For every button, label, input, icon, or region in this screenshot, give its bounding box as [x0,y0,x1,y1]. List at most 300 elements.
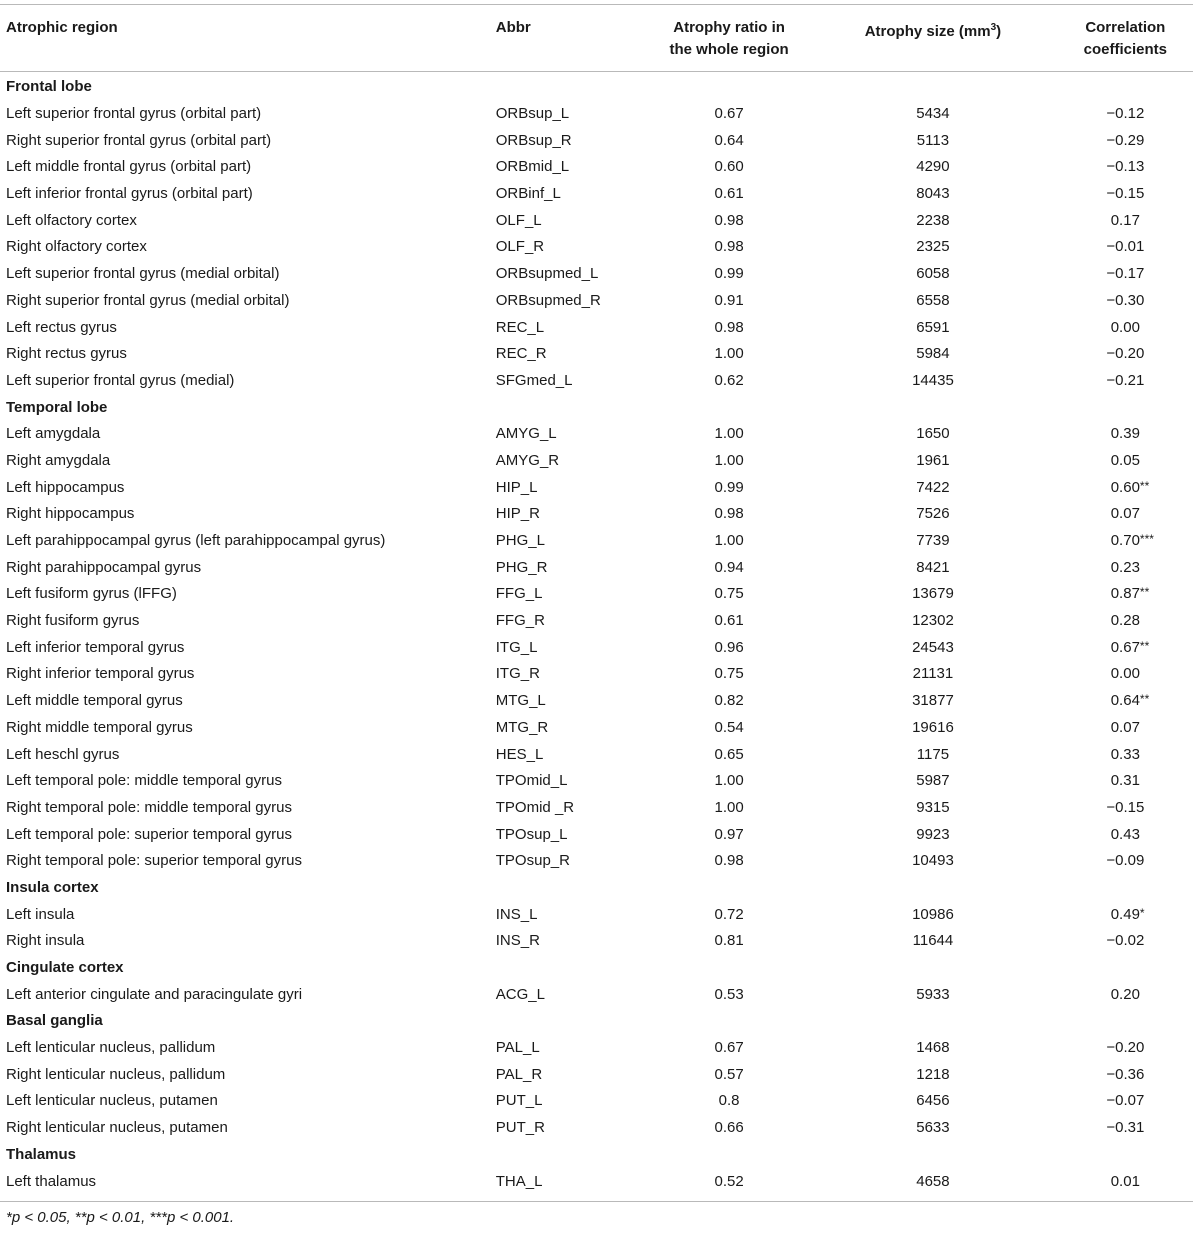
table-row [0,288,1193,315]
size-cell: 1218 [916,1065,950,1083]
table-row [0,474,1193,501]
region-cell: Left middle temporal gyrus [6,692,183,710]
correlation-value: 0.49 [1110,905,1140,923]
region-cell: Left inferior temporal gyrus [6,638,185,656]
table-row [0,821,1193,848]
ratio-cell: 0.75 [714,585,744,603]
size-cell: 6058 [916,265,950,283]
abbr-cell: TPOmid_L [495,772,568,790]
ratio-cell: 0.65 [714,745,744,763]
correlation-value: −0.15 [1106,185,1145,203]
abbr-cell: INS_L [495,905,538,923]
region-cell: Left temporal pole: superior temporal gyrus [6,825,292,843]
table-row [0,581,1193,608]
correlation-value: 0.01 [1110,1172,1140,1190]
ratio-cell: 0.91 [714,291,744,309]
ratio-cell: 0.81 [714,932,744,950]
correlation-wrap [1111,985,1140,1005]
correlation-wrap [1111,318,1140,338]
correlation-value: 0.39 [1110,425,1140,443]
region-cell: Left parahippocampal gyrus (left parahippocampal gyrus) [6,532,386,550]
correlation-wrap [1106,104,1144,124]
abbr-cell: OLF_L [495,211,542,229]
correlation-value: −0.01 [1106,238,1145,256]
size-cell: 5113 [916,131,950,149]
table-row [0,368,1193,395]
correlation-wrap [1106,1091,1144,1111]
size-cell: 9923 [916,825,950,843]
abbr-cell: HES_L [495,745,544,763]
significance-stars: ** [1139,638,1150,653]
header-correlation-line2: coefficients [1083,41,1167,58]
region-cell: Right middle temporal gyrus [6,718,193,736]
correlation-value: −0.09 [1106,852,1145,870]
header-row [0,5,1193,72]
table-row [0,1061,1193,1088]
correlation-cell [1058,501,1193,528]
correlation-wrap [1111,424,1140,444]
correlation-wrap [1106,291,1144,311]
correlation-value: 0.31 [1110,772,1140,790]
region-cell: Left insula [6,905,75,923]
ratio-cell: 0.57 [714,1065,744,1083]
correlation-cell [1058,528,1193,555]
correlation-wrap [1106,157,1144,177]
correlation-value: 0.17 [1110,211,1140,229]
ratio-cell: 1.00 [714,451,744,469]
size-cell: 1468 [916,1039,950,1057]
correlation-value: 0.20 [1110,985,1140,1003]
significance-stars: ** [1139,478,1150,493]
ratio-cell: 1.00 [714,345,744,363]
abbr-cell: PHG_L [495,532,545,550]
correlation-cell [1058,314,1193,341]
correlation-wrap [1111,745,1140,765]
correlation-cell [1058,448,1193,475]
size-cell: 5984 [916,345,950,363]
bottom-rule [0,1201,1193,1202]
header-atrophy-size-end: ) [996,23,1002,40]
ratio-cell: 0.97 [714,825,744,843]
correlation-value: −0.17 [1106,265,1145,283]
table-row [0,1168,1193,1195]
correlation-value: 0.70 [1110,532,1140,550]
table-row [0,528,1193,555]
footnote: *p < 0.05, **p < 0.01, ***p < 0.001. [6,1209,235,1226]
table-row [0,741,1193,768]
size-cell: 7739 [916,532,950,550]
correlation-wrap [1111,664,1140,684]
abbr-cell: MTG_R [495,718,549,736]
ratio-cell: 0.98 [714,505,744,523]
correlation-value: 0.33 [1110,745,1140,763]
region-cell: Right fusiform gyrus [6,612,140,630]
size-cell: 6558 [916,291,950,309]
correlation-value: −0.20 [1106,345,1145,363]
correlation-wrap [1111,211,1140,231]
ratio-cell: 0.99 [714,265,744,283]
ratio-cell: 0.66 [714,1119,744,1137]
correlation-wrap [1111,504,1140,524]
header-atrophy-ratio-line2: the whole region [669,41,789,58]
correlation-cell [1058,181,1193,208]
section-row [0,72,1193,101]
table-body [0,72,1193,1195]
correlation-wrap [1106,931,1144,951]
correlation-cell [1058,368,1193,395]
correlation-cell [1058,127,1193,154]
table-row [0,928,1193,955]
table-row [0,795,1193,822]
correlation-wrap [1106,851,1144,871]
correlation-cell [1058,795,1193,822]
header-atrophy-ratio [650,5,808,72]
correlation-cell [1058,688,1193,715]
ratio-cell: 0.61 [714,185,744,203]
abbr-cell: PUT_L [495,1092,543,1110]
correlation-cell [1058,715,1193,742]
abbr-cell: PHG_R [495,558,548,576]
correlation-wrap [1110,638,1150,658]
ratio-cell: 0.98 [714,211,744,229]
region-cell: Right temporal pole: superior temporal gyrus [6,852,302,870]
ratio-cell: 1.00 [714,772,744,790]
correlation-cell [1058,474,1193,501]
correlation-value: 0.28 [1110,612,1140,630]
correlation-value: 0.67 [1110,638,1140,656]
abbr-cell: ACG_L [495,985,545,1003]
table-row [0,554,1193,581]
region-cell: Right lenticular nucleus, pallidum [6,1065,226,1083]
table-row [0,901,1193,928]
abbr-cell: OLF_R [495,238,545,256]
table-row [0,181,1193,208]
size-cell: 2325 [916,238,950,256]
correlation-value: −0.12 [1106,105,1145,123]
region-cell: Left superior frontal gyrus (medial orbital) [6,265,280,283]
significance-stars: *** [1139,532,1154,547]
region-cell: Left olfactory cortex [6,211,137,229]
size-cell: 6456 [916,1092,950,1110]
abbr-cell: SFGmed_L [495,371,573,389]
ratio-cell: 0.8 [718,1092,740,1110]
section-title: Basal ganglia [6,1012,103,1030]
correlation-value: −0.31 [1106,1119,1145,1137]
size-cell: 14435 [912,371,954,389]
correlation-value: 0.07 [1110,505,1140,523]
correlation-cell [1058,981,1193,1008]
region-cell: Right inferior temporal gyrus [6,665,195,683]
region-cell: Left heschl gyrus [6,745,120,763]
correlation-cell [1058,634,1193,661]
region-cell: Right parahippocampal gyrus [6,558,202,576]
region-cell: Left lenticular nucleus, putamen [6,1092,218,1110]
ratio-cell: 0.64 [714,131,744,149]
region-cell: Left middle frontal gyrus (orbital part) [6,158,252,176]
region-cell: Left amygdala [6,425,101,443]
abbr-cell: REC_L [495,318,545,336]
region-cell: Left superior frontal gyrus (orbital part) [6,105,262,123]
correlation-wrap [1106,344,1144,364]
correlation-wrap [1106,1118,1144,1138]
header-atrophy-ratio-line1: Atrophy ratio in [673,19,785,36]
size-cell: 7526 [916,505,950,523]
correlation-wrap [1110,478,1150,498]
size-cell: 6591 [916,318,950,336]
correlation-cell [1058,821,1193,848]
correlation-wrap [1106,264,1144,284]
correlation-wrap [1111,718,1140,738]
correlation-value: −0.20 [1106,1039,1145,1057]
correlation-wrap [1110,584,1150,604]
correlation-wrap [1111,611,1140,631]
correlation-cell [1058,1035,1193,1062]
ratio-cell: 0.53 [714,985,744,1003]
table-row [0,1115,1193,1142]
size-cell: 5933 [916,985,950,1003]
correlation-value: −0.30 [1106,291,1145,309]
table-row [0,768,1193,795]
correlation-wrap [1110,691,1150,711]
header-correlation [1058,5,1193,72]
correlation-value: −0.15 [1106,798,1145,816]
size-cell: 13679 [912,585,954,603]
table-row [0,261,1193,288]
header-atrophic-region: Atrophic region [0,5,490,72]
table-row [0,1088,1193,1115]
correlation-cell [1058,554,1193,581]
abbr-cell: HIP_L [495,478,538,496]
ratio-cell: 0.82 [714,692,744,710]
table-row [0,314,1193,341]
size-cell: 10986 [912,905,954,923]
abbr-cell: TPOsup_L [495,825,568,843]
correlation-wrap [1106,237,1144,257]
ratio-cell: 0.52 [714,1172,744,1190]
size-cell: 7422 [916,478,950,496]
correlation-cell [1058,101,1193,128]
ratio-cell: 0.54 [714,718,744,736]
header-atrophy-size-sup: 3 [990,22,997,33]
ratio-cell: 1.00 [714,798,744,816]
significance-stars: * [1139,905,1145,920]
correlation-value: 0.23 [1110,558,1140,576]
abbr-cell: ORBsupmed_R [495,291,601,309]
table-row [0,715,1193,742]
size-cell: 4290 [916,158,950,176]
abbr-cell: ORBsup_R [495,131,572,149]
correlation-value: 0.05 [1110,451,1140,469]
region-cell: Left superior frontal gyrus (medial) [6,371,235,389]
section-title: Frontal lobe [6,78,92,96]
abbr-cell: PAL_R [495,1065,543,1083]
ratio-cell: 0.94 [714,558,744,576]
correlation-value: −0.29 [1106,131,1145,149]
region-cell: Left thalamus [6,1172,97,1190]
abbr-cell: TPOmid _R [495,798,575,816]
table-row [0,634,1193,661]
header-correlation-line1: Correlation [1085,19,1166,36]
correlation-cell [1058,1061,1193,1088]
correlation-value: 0.87 [1110,585,1140,603]
correlation-cell [1058,234,1193,261]
correlation-wrap [1106,371,1144,391]
table-header [0,5,1193,72]
correlation-cell [1058,288,1193,315]
size-cell: 11644 [912,932,954,950]
ratio-cell: 0.60 [714,158,744,176]
correlation-cell [1058,608,1193,635]
abbr-cell: AMYG_L [495,425,557,443]
correlation-wrap [1106,1065,1144,1085]
size-cell: 5633 [916,1119,950,1137]
table-row [0,688,1193,715]
correlation-wrap [1111,771,1140,791]
correlation-value: −0.21 [1106,371,1145,389]
correlation-value: −0.13 [1106,158,1145,176]
size-cell: 12302 [912,612,954,630]
ratio-cell: 0.98 [714,318,744,336]
ratio-cell: 1.00 [714,425,744,443]
correlation-value: −0.36 [1106,1065,1145,1083]
table-row [0,101,1193,128]
correlation-wrap [1106,798,1144,818]
section-row [0,394,1193,421]
region-cell: Left inferior frontal gyrus (orbital part) [6,185,253,203]
abbr-cell: ITG_L [495,638,538,656]
correlation-cell [1058,848,1193,875]
correlation-value: 0.60 [1110,478,1140,496]
size-cell: 1175 [916,745,950,763]
size-cell: 8421 [916,558,950,576]
size-cell: 5987 [916,772,950,790]
table-row [0,608,1193,635]
abbr-cell: TPOsup_R [495,852,570,870]
abbr-cell: THA_L [495,1172,543,1190]
header-abbr: Abbr [490,5,650,72]
correlation-cell [1058,1168,1193,1195]
ratio-cell: 0.72 [714,905,744,923]
abbr-cell: AMYG_R [495,451,560,469]
ratio-cell: 0.96 [714,638,744,656]
table-row [0,1035,1193,1062]
table-row [0,661,1193,688]
ratio-cell: 0.99 [714,478,744,496]
abbr-cell: ORBmid_L [495,158,570,176]
abbr-cell: PAL_L [495,1039,540,1057]
abbr-cell: REC_R [495,345,547,363]
ratio-cell: 1.00 [714,532,744,550]
abbr-cell: ORBsupmed_L [495,265,599,283]
section-title: Insula cortex [6,878,99,896]
region-cell: Right superior frontal gyrus (medial orbital) [6,291,290,309]
ratio-cell: 0.62 [714,371,744,389]
correlation-cell [1058,421,1193,448]
abbr-cell: FFG_R [495,612,545,630]
abbr-cell: PUT_R [495,1119,545,1137]
correlation-wrap [1111,558,1140,578]
size-cell: 1961 [916,451,950,469]
significance-stars: ** [1139,692,1150,707]
size-cell: 19616 [912,718,954,736]
region-cell: Left anterior cingulate and paracingulate gyri [6,985,303,1003]
correlation-cell [1058,768,1193,795]
size-cell: 24543 [912,638,954,656]
region-cell: Right superior frontal gyrus (orbital part) [6,131,272,149]
region-cell: Left fusiform gyrus (lFFG) [6,585,177,603]
table-row [0,234,1193,261]
table-row [0,127,1193,154]
correlation-wrap [1110,531,1154,551]
region-cell: Right olfactory cortex [6,238,147,256]
correlation-cell [1058,1115,1193,1142]
abbr-cell: MTG_L [495,692,546,710]
correlation-cell [1058,1088,1193,1115]
correlation-value: 0.00 [1110,665,1140,683]
correlation-cell [1058,154,1193,181]
correlation-wrap [1111,451,1140,471]
correlation-cell [1058,261,1193,288]
size-cell: 2238 [916,211,950,229]
section-row [0,1008,1193,1035]
region-cell: Right hippocampus [6,505,135,523]
abbr-cell: ITG_R [495,665,540,683]
ratio-cell: 0.61 [714,612,744,630]
region-cell: Right lenticular nucleus, putamen [6,1119,228,1137]
correlation-wrap [1111,825,1140,845]
correlation-wrap [1111,1172,1140,1192]
correlation-wrap [1106,184,1144,204]
abbr-cell: ORBinf_L [495,185,561,203]
region-cell: Left rectus gyrus [6,318,117,336]
correlation-value: 0.00 [1110,318,1140,336]
correlation-cell [1058,901,1193,928]
section-title: Cingulate cortex [6,959,124,977]
size-cell: 4658 [916,1172,950,1190]
abbr-cell: INS_R [495,932,540,950]
significance-stars: ** [1139,585,1150,600]
table-row [0,207,1193,234]
ratio-cell: 0.98 [714,238,744,256]
ratio-cell: 0.98 [714,852,744,870]
size-cell: 9315 [916,798,950,816]
correlation-cell [1058,661,1193,688]
correlation-wrap [1110,905,1145,925]
correlation-cell [1058,741,1193,768]
correlation-value: 0.64 [1110,692,1140,710]
table-row [0,341,1193,368]
region-cell: Left temporal pole: middle temporal gyrus [6,772,282,790]
size-cell: 1650 [916,425,950,443]
size-cell: 31877 [912,692,954,710]
region-cell: Right insula [6,932,85,950]
atrophy-table [0,4,1193,1195]
correlation-cell [1058,207,1193,234]
table-row [0,448,1193,475]
correlation-wrap [1106,131,1144,151]
section-title: Thalamus [6,1145,77,1163]
section-title: Temporal lobe [6,398,108,416]
correlation-value: −0.02 [1106,932,1145,950]
abbr-cell: ORBsup_L [495,105,570,123]
region-cell: Right temporal pole: middle temporal gyrus [6,798,292,816]
table-row [0,154,1193,181]
table-row [0,501,1193,528]
correlation-cell [1058,581,1193,608]
ratio-cell: 0.75 [714,665,744,683]
size-cell: 10493 [912,852,954,870]
correlation-cell [1058,341,1193,368]
